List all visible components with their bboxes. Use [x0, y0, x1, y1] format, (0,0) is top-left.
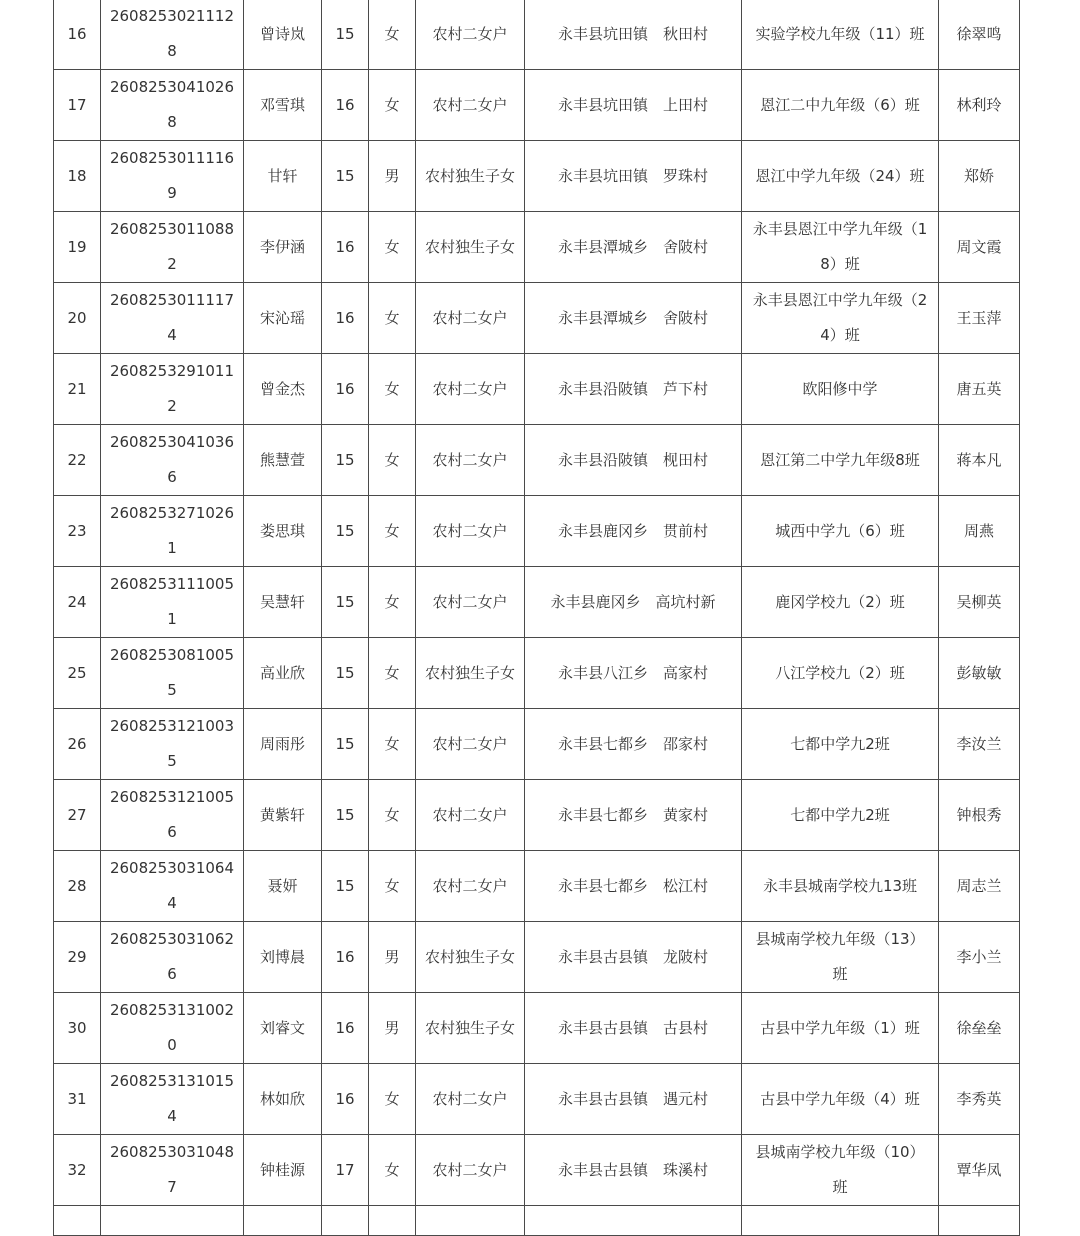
address-cell: 永丰县古县镇 珠溪村 — [525, 1135, 742, 1206]
address-cell: 永丰县七都乡 邵家村 — [525, 709, 742, 780]
row-number-cell: 23 — [54, 496, 101, 567]
age-cell: 15 — [322, 425, 369, 496]
age-cell: 16 — [322, 354, 369, 425]
empty-cell — [742, 1206, 939, 1236]
school-class-cell: 七都中学九2班 — [742, 709, 939, 780]
household-type-cell: 农村二女户 — [416, 851, 525, 922]
table-row — [54, 1064, 1020, 1135]
student-name-cell: 黄紫轩 — [244, 780, 322, 851]
age-cell: 16 — [322, 70, 369, 141]
row-number-cell: 27 — [54, 780, 101, 851]
address-cell: 永丰县七都乡 松江村 — [525, 851, 742, 922]
school-class-cell: 八江学校九（2）班 — [742, 638, 939, 709]
guardian-name-cell: 林利玲 — [939, 70, 1020, 141]
guardian-name-cell: 周燕 — [939, 496, 1020, 567]
guardian-name-cell: 郑娇 — [939, 141, 1020, 212]
table-row — [54, 638, 1020, 709]
household-type-cell: 农村独生子女 — [416, 638, 525, 709]
household-type-cell: 农村独生子女 — [416, 993, 525, 1064]
household-type-cell: 农村二女户 — [416, 283, 525, 354]
address-cell: 永丰县坑田镇 罗珠村 — [525, 141, 742, 212]
row-number-cell: 19 — [54, 212, 101, 283]
school-class-cell: 县城南学校九年级（10）班 — [742, 1135, 939, 1206]
student-id-cell: 26082530211128 — [101, 0, 244, 70]
table-row — [54, 283, 1020, 354]
table-row-partial — [54, 1206, 1020, 1236]
student-name-cell: 熊慧萱 — [244, 425, 322, 496]
student-name-cell: 甘轩 — [244, 141, 322, 212]
guardian-name-cell: 王玉萍 — [939, 283, 1020, 354]
guardian-name-cell: 李秀英 — [939, 1064, 1020, 1135]
gender-cell: 男 — [369, 141, 416, 212]
age-cell: 17 — [322, 1135, 369, 1206]
table-row — [54, 496, 1020, 567]
address-cell: 永丰县七都乡 黄家村 — [525, 780, 742, 851]
school-class-cell: 县城南学校九年级（13）班 — [742, 922, 939, 993]
gender-cell: 女 — [369, 1064, 416, 1135]
row-number-cell: 32 — [54, 1135, 101, 1206]
address-cell: 永丰县坑田镇 秋田村 — [525, 0, 742, 70]
school-class-cell: 欧阳修中学 — [742, 354, 939, 425]
school-class-cell: 鹿冈学校九（2）班 — [742, 567, 939, 638]
student-id-cell: 26082532910112 — [101, 354, 244, 425]
table-row — [54, 922, 1020, 993]
student-id-cell: 26082530310626 — [101, 922, 244, 993]
household-type-cell: 农村二女户 — [416, 425, 525, 496]
household-type-cell: 农村二女户 — [416, 1064, 525, 1135]
table-row — [54, 1135, 1020, 1206]
empty-cell — [54, 1206, 101, 1236]
row-number-cell: 17 — [54, 70, 101, 141]
school-class-cell: 恩江中学九年级（24）班 — [742, 141, 939, 212]
row-number-cell: 24 — [54, 567, 101, 638]
household-type-cell: 农村二女户 — [416, 354, 525, 425]
age-cell: 16 — [322, 283, 369, 354]
guardian-name-cell: 李汝兰 — [939, 709, 1020, 780]
student-name-cell: 李伊涵 — [244, 212, 322, 283]
gender-cell: 女 — [369, 851, 416, 922]
table-row — [54, 425, 1020, 496]
row-number-cell: 26 — [54, 709, 101, 780]
address-cell: 永丰县古县镇 遇元村 — [525, 1064, 742, 1135]
guardian-name-cell: 蒋本凡 — [939, 425, 1020, 496]
roster-body — [54, 0, 1020, 1236]
school-class-cell: 恩江二中九年级（6）班 — [742, 70, 939, 141]
address-cell: 永丰县古县镇 古县村 — [525, 993, 742, 1064]
household-type-cell: 农村二女户 — [416, 70, 525, 141]
address-cell: 永丰县鹿冈乡 贯前村 — [525, 496, 742, 567]
guardian-name-cell: 周文霞 — [939, 212, 1020, 283]
household-type-cell: 农村独生子女 — [416, 922, 525, 993]
gender-cell: 男 — [369, 993, 416, 1064]
gender-cell: 女 — [369, 425, 416, 496]
table-row — [54, 212, 1020, 283]
school-class-cell: 古县中学九年级（4）班 — [742, 1064, 939, 1135]
table-row — [54, 567, 1020, 638]
address-cell: 永丰县坑田镇 上田村 — [525, 70, 742, 141]
student-id-cell: 26082530310487 — [101, 1135, 244, 1206]
table-row — [54, 851, 1020, 922]
guardian-name-cell: 周志兰 — [939, 851, 1020, 922]
empty-cell — [525, 1206, 742, 1236]
school-class-cell: 永丰县城南学校九13班 — [742, 851, 939, 922]
student-id-cell: 26082531310020 — [101, 993, 244, 1064]
household-type-cell: 农村二女户 — [416, 496, 525, 567]
school-class-cell: 恩江第二中学九年级8班 — [742, 425, 939, 496]
row-number-cell: 16 — [54, 0, 101, 70]
age-cell: 15 — [322, 567, 369, 638]
guardian-name-cell: 覃华凤 — [939, 1135, 1020, 1206]
student-id-cell: 26082530310644 — [101, 851, 244, 922]
address-cell: 永丰县鹿冈乡 高坑村新 — [525, 567, 742, 638]
student-name-cell: 曾金杰 — [244, 354, 322, 425]
age-cell: 15 — [322, 0, 369, 70]
gender-cell: 女 — [369, 0, 416, 70]
table-row — [54, 780, 1020, 851]
gender-cell: 女 — [369, 638, 416, 709]
gender-cell: 女 — [369, 709, 416, 780]
student-name-cell: 曾诗岚 — [244, 0, 322, 70]
gender-cell: 女 — [369, 283, 416, 354]
table-row — [54, 354, 1020, 425]
guardian-name-cell: 徐翠鸣 — [939, 0, 1020, 70]
address-cell: 永丰县八江乡 高家村 — [525, 638, 742, 709]
school-class-cell: 实验学校九年级（11）班 — [742, 0, 939, 70]
address-cell: 永丰县潭城乡 舍陂村 — [525, 283, 742, 354]
row-number-cell: 30 — [54, 993, 101, 1064]
age-cell: 16 — [322, 993, 369, 1064]
school-class-cell: 永丰县恩江中学九年级（18）班 — [742, 212, 939, 283]
guardian-name-cell: 钟根秀 — [939, 780, 1020, 851]
student-name-cell: 娄思琪 — [244, 496, 322, 567]
student-id-cell: 26082530111174 — [101, 283, 244, 354]
student-id-cell: 26082532710261 — [101, 496, 244, 567]
gender-cell: 女 — [369, 212, 416, 283]
age-cell: 16 — [322, 922, 369, 993]
household-type-cell: 农村独生子女 — [416, 212, 525, 283]
row-number-cell: 21 — [54, 354, 101, 425]
student-id-cell: 26082530810055 — [101, 638, 244, 709]
gender-cell: 男 — [369, 922, 416, 993]
school-class-cell: 永丰县恩江中学九年级（24）班 — [742, 283, 939, 354]
household-type-cell: 农村独生子女 — [416, 141, 525, 212]
household-type-cell: 农村二女户 — [416, 709, 525, 780]
school-class-cell: 城西中学九（6）班 — [742, 496, 939, 567]
household-type-cell: 农村二女户 — [416, 780, 525, 851]
row-number-cell: 28 — [54, 851, 101, 922]
gender-cell: 女 — [369, 496, 416, 567]
age-cell: 15 — [322, 141, 369, 212]
empty-cell — [939, 1206, 1020, 1236]
student-name-cell: 吴慧轩 — [244, 567, 322, 638]
table-row — [54, 709, 1020, 780]
age-cell: 16 — [322, 1064, 369, 1135]
row-number-cell: 25 — [54, 638, 101, 709]
student-roster-table — [53, 0, 1020, 1236]
table-row — [54, 0, 1020, 70]
table-row — [54, 993, 1020, 1064]
empty-cell — [416, 1206, 525, 1236]
school-class-cell: 七都中学九2班 — [742, 780, 939, 851]
student-name-cell: 林如欣 — [244, 1064, 322, 1135]
empty-cell — [244, 1206, 322, 1236]
address-cell: 永丰县沿陂镇 芦下村 — [525, 354, 742, 425]
gender-cell: 女 — [369, 780, 416, 851]
gender-cell: 女 — [369, 70, 416, 141]
school-class-cell: 古县中学九年级（1）班 — [742, 993, 939, 1064]
age-cell: 15 — [322, 780, 369, 851]
student-id-cell: 26082531110051 — [101, 567, 244, 638]
empty-cell — [101, 1206, 244, 1236]
student-name-cell: 聂妍 — [244, 851, 322, 922]
empty-cell — [322, 1206, 369, 1236]
student-id-cell: 26082531310154 — [101, 1064, 244, 1135]
student-name-cell: 刘睿文 — [244, 993, 322, 1064]
student-name-cell: 宋沁瑶 — [244, 283, 322, 354]
gender-cell: 女 — [369, 567, 416, 638]
guardian-name-cell: 吴柳英 — [939, 567, 1020, 638]
guardian-name-cell: 唐五英 — [939, 354, 1020, 425]
address-cell: 永丰县潭城乡 舍陂村 — [525, 212, 742, 283]
household-type-cell: 农村二女户 — [416, 567, 525, 638]
gender-cell: 女 — [369, 1135, 416, 1206]
row-number-cell: 29 — [54, 922, 101, 993]
guardian-name-cell: 彭敏敏 — [939, 638, 1020, 709]
age-cell: 16 — [322, 212, 369, 283]
age-cell: 15 — [322, 709, 369, 780]
student-id-cell: 26082530111169 — [101, 141, 244, 212]
household-type-cell: 农村二女户 — [416, 0, 525, 70]
age-cell: 15 — [322, 496, 369, 567]
gender-cell: 女 — [369, 354, 416, 425]
student-id-cell: 26082531210035 — [101, 709, 244, 780]
address-cell: 永丰县沿陂镇 枧田村 — [525, 425, 742, 496]
household-type-cell: 农村二女户 — [416, 1135, 525, 1206]
guardian-name-cell: 徐垒垒 — [939, 993, 1020, 1064]
student-id-cell: 26082531210056 — [101, 780, 244, 851]
row-number-cell: 22 — [54, 425, 101, 496]
empty-cell — [369, 1206, 416, 1236]
age-cell: 15 — [322, 638, 369, 709]
student-id-cell: 26082530410366 — [101, 425, 244, 496]
student-name-cell: 高业欣 — [244, 638, 322, 709]
address-cell: 永丰县古县镇 龙陂村 — [525, 922, 742, 993]
age-cell: 15 — [322, 851, 369, 922]
student-name-cell: 邓雪琪 — [244, 70, 322, 141]
row-number-cell: 18 — [54, 141, 101, 212]
row-number-cell: 31 — [54, 1064, 101, 1135]
student-name-cell: 周雨彤 — [244, 709, 322, 780]
table-row — [54, 141, 1020, 212]
student-id-cell: 26082530410268 — [101, 70, 244, 141]
row-number-cell: 20 — [54, 283, 101, 354]
table-row — [54, 70, 1020, 141]
guardian-name-cell: 李小兰 — [939, 922, 1020, 993]
student-name-cell: 钟桂源 — [244, 1135, 322, 1206]
student-id-cell: 26082530110882 — [101, 212, 244, 283]
student-name-cell: 刘博晨 — [244, 922, 322, 993]
